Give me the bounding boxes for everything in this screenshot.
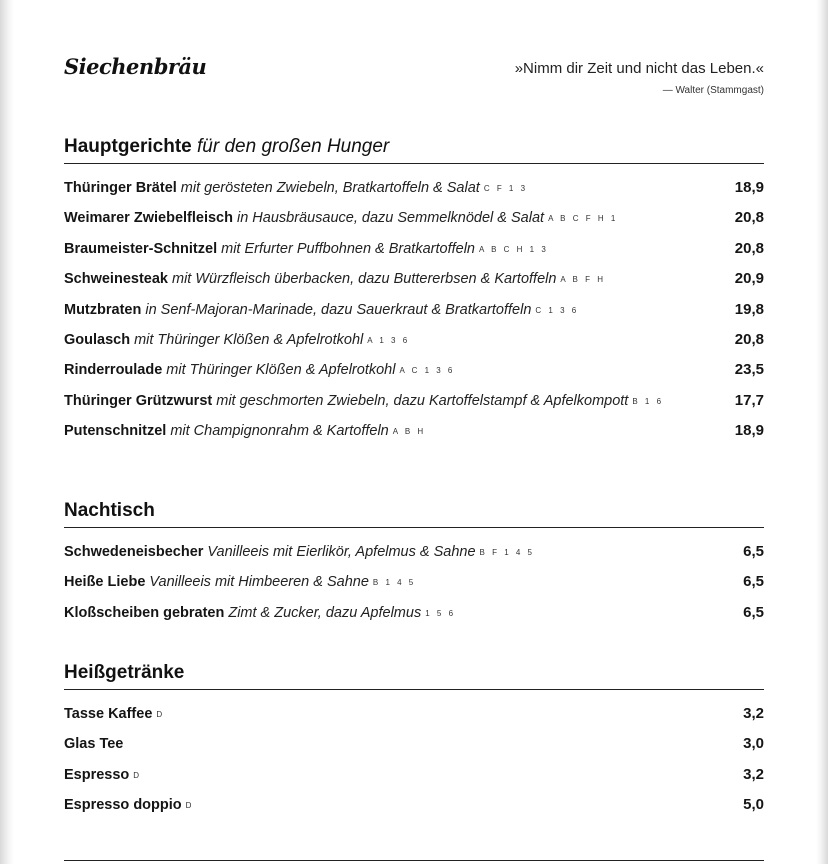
- item-price: 5,0: [743, 796, 764, 814]
- item-name: Schwedeneisbecher: [64, 544, 204, 560]
- section-title-text: Nachtisch: [64, 500, 155, 521]
- item-description: mit geschmorten Zwiebeln, dazu Kartoffelstampf & Apfelkompott: [216, 392, 629, 409]
- item-price: 3,2: [743, 765, 764, 783]
- menu-item: [64, 360, 764, 390]
- item-description: Zimt & Zucker, dazu Apfelmus: [228, 604, 422, 621]
- item-allergens: B 1 4 5: [372, 578, 416, 588]
- item-price: 3,0: [743, 735, 764, 753]
- menu-item: [64, 178, 764, 208]
- item-allergens: A B F H: [560, 275, 606, 285]
- item-description: Vanilleeis mit Eierlikör, Apfelmus & Sahne: [207, 544, 476, 560]
- item-name: Thüringer Grützwurst: [64, 392, 213, 409]
- item-name: Weimarer Zwiebelfleisch: [64, 210, 233, 227]
- item-allergens: 1 5 6: [425, 608, 456, 618]
- item-allergens: D: [133, 770, 142, 780]
- item-price: 6,5: [743, 603, 764, 621]
- brewery-logo: Siechenbräu: [64, 54, 207, 79]
- menu-header: [64, 52, 764, 112]
- item-allergens: A C 1 3 6: [399, 366, 455, 376]
- item-price: 6,5: [743, 573, 764, 591]
- menu-item: [64, 239, 764, 269]
- menu-item: [64, 330, 764, 360]
- item-name: Schweinesteak: [64, 271, 168, 288]
- item-price: 20,8: [734, 209, 764, 227]
- item-description: in Senf-Majoran-Marinade, dazu Sauerkraut & Bratkartoffeln: [145, 301, 532, 318]
- item-allergens: A 1 3 6: [367, 335, 410, 345]
- section-title-text: Heißgetränke: [64, 662, 185, 683]
- menu-page: [64, 0, 764, 864]
- item-price: 18,9: [734, 422, 764, 440]
- item-name: Glas Tee: [64, 736, 124, 753]
- item-description: Vanilleeis mit Himbeeren & Sahne: [149, 574, 369, 591]
- section-title: [64, 500, 764, 528]
- item-allergens: C 1 3 6: [535, 305, 579, 315]
- menu-item: [64, 208, 764, 238]
- menu-item: [64, 542, 764, 572]
- header-quote: »Nimm dir Zeit und nicht das Leben.«: [514, 60, 764, 77]
- item-price: 19,8: [734, 300, 764, 318]
- item-price: 18,9: [734, 179, 764, 196]
- menu-item-list: [64, 704, 764, 826]
- item-price: 20,9: [734, 270, 764, 288]
- item-name: Mutzbraten: [64, 301, 142, 318]
- item-allergens: B F 1 4 5: [479, 548, 535, 557]
- section-hauptgerichte: [64, 136, 764, 452]
- item-description: mit Thüringer Klößen & Apfelrotkohl: [166, 362, 396, 379]
- item-price: 23,5: [734, 361, 764, 379]
- item-price: 20,8: [734, 239, 764, 257]
- menu-item: [64, 421, 764, 451]
- item-description: mit Champignonrahm & Kartoffeln: [170, 423, 389, 440]
- item-name: Espresso doppio: [64, 797, 182, 814]
- menu-item: [64, 795, 764, 825]
- section-title: [64, 662, 764, 690]
- item-allergens: D: [156, 710, 165, 719]
- page-shadow-left: [0, 0, 14, 864]
- item-description: mit Würzfleisch überbacken, dazu Buttererbsen & Kartoffeln: [171, 271, 557, 288]
- menu-item: [64, 391, 764, 421]
- item-name: Tasse Kaffee: [64, 706, 153, 722]
- bottom-divider: [64, 860, 764, 861]
- item-price: 17,7: [734, 391, 764, 409]
- item-allergens: A B C H 1 3: [478, 244, 549, 254]
- section-nachtisch: [64, 500, 764, 633]
- item-name: Braumeister-Schnitzel: [64, 240, 218, 257]
- item-description: mit Thüringer Klößen & Apfelrotkohl: [134, 331, 364, 348]
- menu-item: [64, 603, 764, 633]
- menu-item: [64, 704, 764, 734]
- item-description: in Hausbräusauce, dazu Semmelknödel & Salat: [236, 210, 545, 227]
- item-allergens: A B H: [392, 427, 426, 437]
- section-subtitle: für den großen Hunger: [197, 136, 390, 157]
- item-name: Putenschnitzel: [64, 423, 167, 440]
- menu-item: [64, 572, 764, 602]
- item-name: Rinderroulade: [64, 362, 163, 379]
- menu-item: [64, 734, 764, 764]
- item-allergens: C F 1 3: [483, 184, 528, 193]
- item-allergens: A B C F H 1: [548, 214, 618, 224]
- item-name: Thüringer Brätel: [64, 180, 177, 196]
- item-name: Espresso: [64, 766, 130, 783]
- item-allergens: B 1 6: [632, 396, 664, 406]
- item-name: Goulasch: [64, 331, 131, 348]
- item-price: 20,8: [734, 330, 764, 348]
- menu-item: [64, 300, 764, 330]
- section-title: [64, 136, 764, 164]
- menu-item-list: [64, 542, 764, 633]
- menu-item: [64, 269, 764, 299]
- menu-item: [64, 765, 764, 795]
- section-title-text: Hauptgerichte: [64, 136, 192, 157]
- item-description: mit gerösteten Zwiebeln, Bratkartoffeln & Salat: [180, 180, 480, 196]
- item-name: Kloßscheiben gebraten: [64, 604, 225, 621]
- menu-item-list: [64, 178, 764, 452]
- item-price: 6,5: [743, 543, 764, 560]
- quote-author: — Walter (Stammgast): [662, 85, 764, 96]
- item-name: Heiße Liebe: [64, 574, 146, 591]
- item-description: mit Erfurter Puffbohnen & Bratkartoffeln: [221, 240, 475, 257]
- item-price: 3,2: [743, 705, 764, 722]
- item-allergens: D: [185, 801, 194, 811]
- page-shadow-right: [816, 0, 828, 864]
- section-heissgetraenke: [64, 662, 764, 826]
